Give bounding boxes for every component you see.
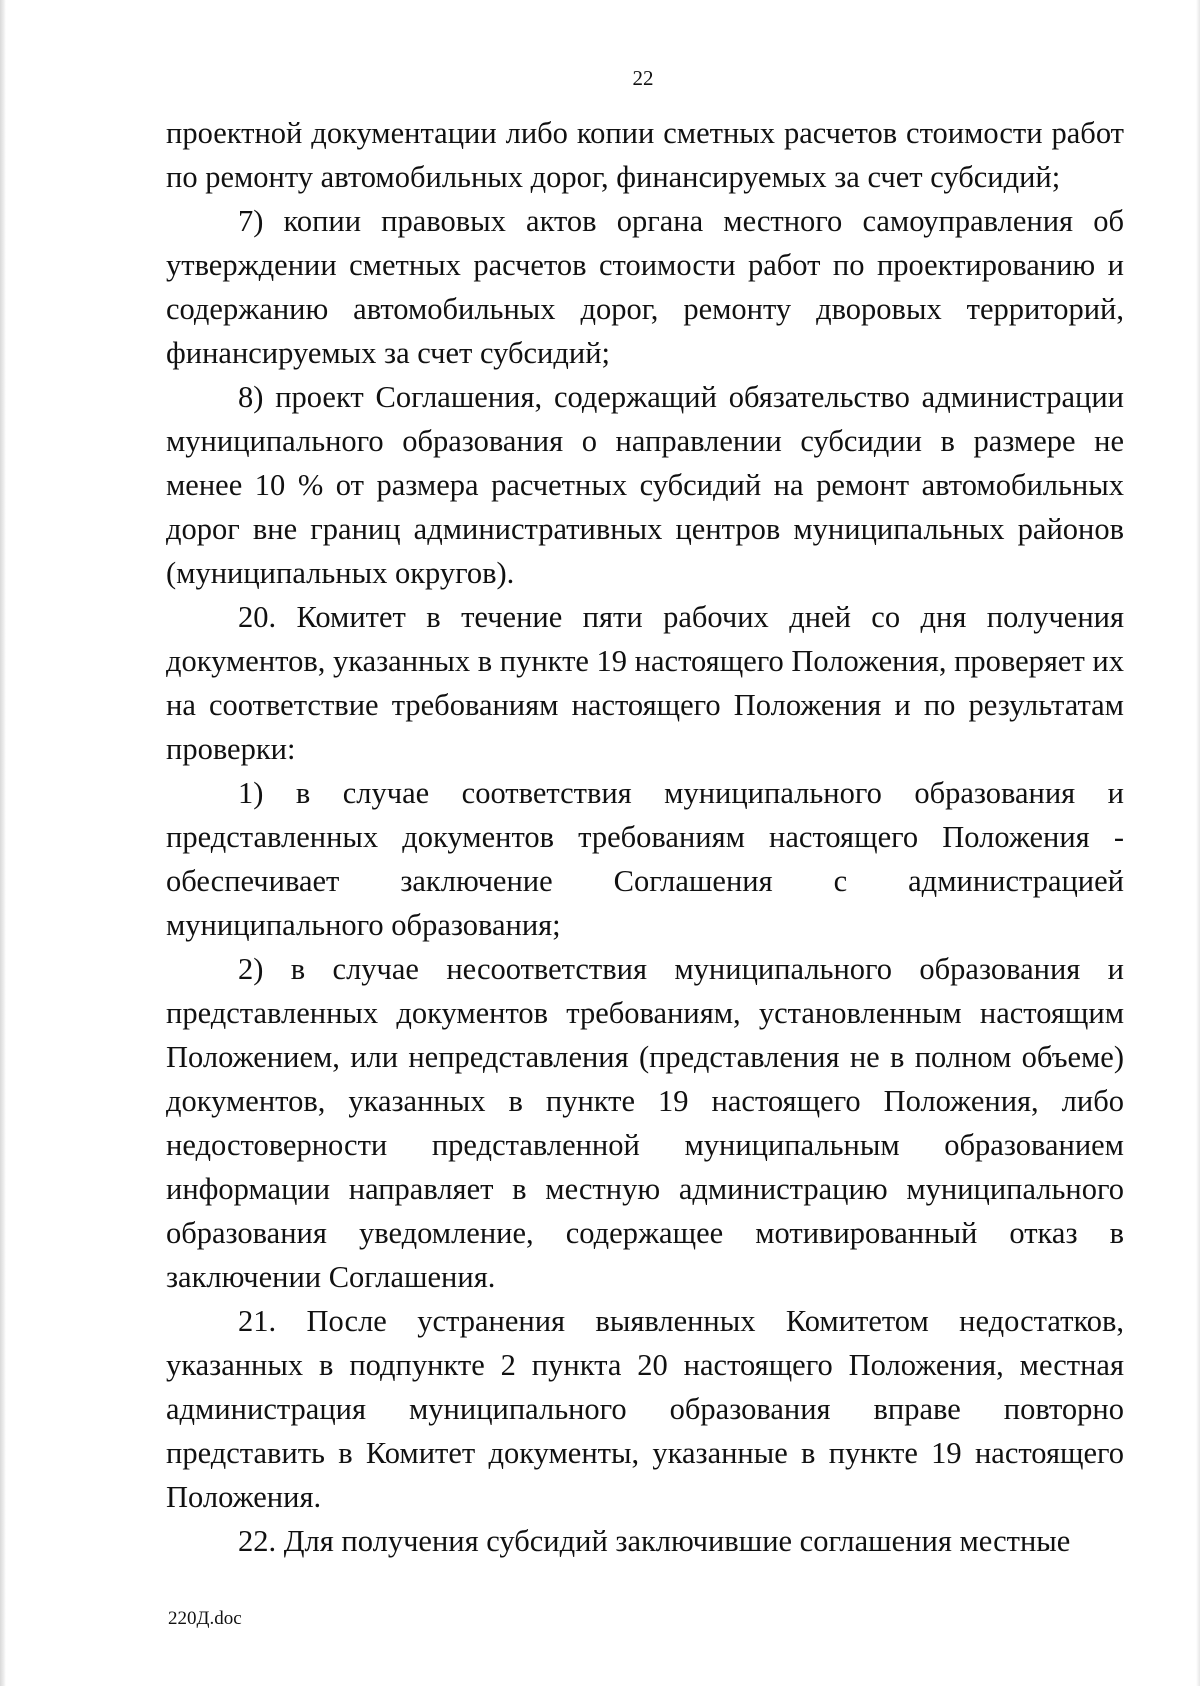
page-number: 22 [632,66,654,90]
paragraph-item-7: 7) копии правовых актов органа местного самоуправления об утверждении сметных расчетов стоимости работ по проектированию и содержанию автомобильных дорог, ремонту дворовых территорий, финансируемых за счет субсидий; [166,204,1124,370]
paragraph-clause-22: 22. Для получения субсидий заключившие соглашения местные [238,1524,1071,1558]
paragraph-clause-20-item-2: 2) в случае несоответствия муниципального образования и представленных документов требованиям, установленным настоящим Положением, или непредставления (представления не в полном объеме) документов, указанных в пункте 19 настоящего Положения, либо недостоверности представленной муниципальным образованием информации направляет в местную администрацию муниципального образования уведомление, содержащее мотивированный отказ в заключении Соглашения. [166,952,1124,1294]
paragraph-clause-21: 21. После устранения выявленных Комитетом недостатков, указанных в подпункте 2 пункта 20 настоящего Положения, местная администрация муниципального образования вправе повторно представить в Комитет документы, указанные в пункте 19 настоящего Положения. [166,1304,1124,1514]
scan-edge-right [1196,0,1200,1686]
scan-edge-left [0,0,6,1686]
document-body [166,111,1124,1563]
paragraph-continuation: проектной документации либо копии сметных расчетов стоимости работ по ремонту автомобильных дорог, финансируемых за счет субсидий; [166,116,1124,194]
paragraph-item-8: 8) проект Соглашения, содержащий обязательство администрации муниципального образования о направлении субсидии в размере не менее 10 % от размера расчетных субсидий на ремонт автомобильных дорог вне границ административных центров муниципальных районов (муниципальных округов). [166,380,1124,590]
footer-filename: 220Д.doc [168,1608,242,1629]
paragraph-clause-20-item-1: 1) в случае соответствия муниципального образования и представленных документов требованиям настоящего Положения - обеспечивает заключение Соглашения с администрацией муниципального образования; [166,776,1124,942]
paragraph-clause-20: 20. Комитет в течение пяти рабочих дней со дня получения документов, указанных в пункте 19 настоящего Положения, проверяет их на соответствие требованиям настоящего Положения и по результатам проверки: [166,600,1124,766]
